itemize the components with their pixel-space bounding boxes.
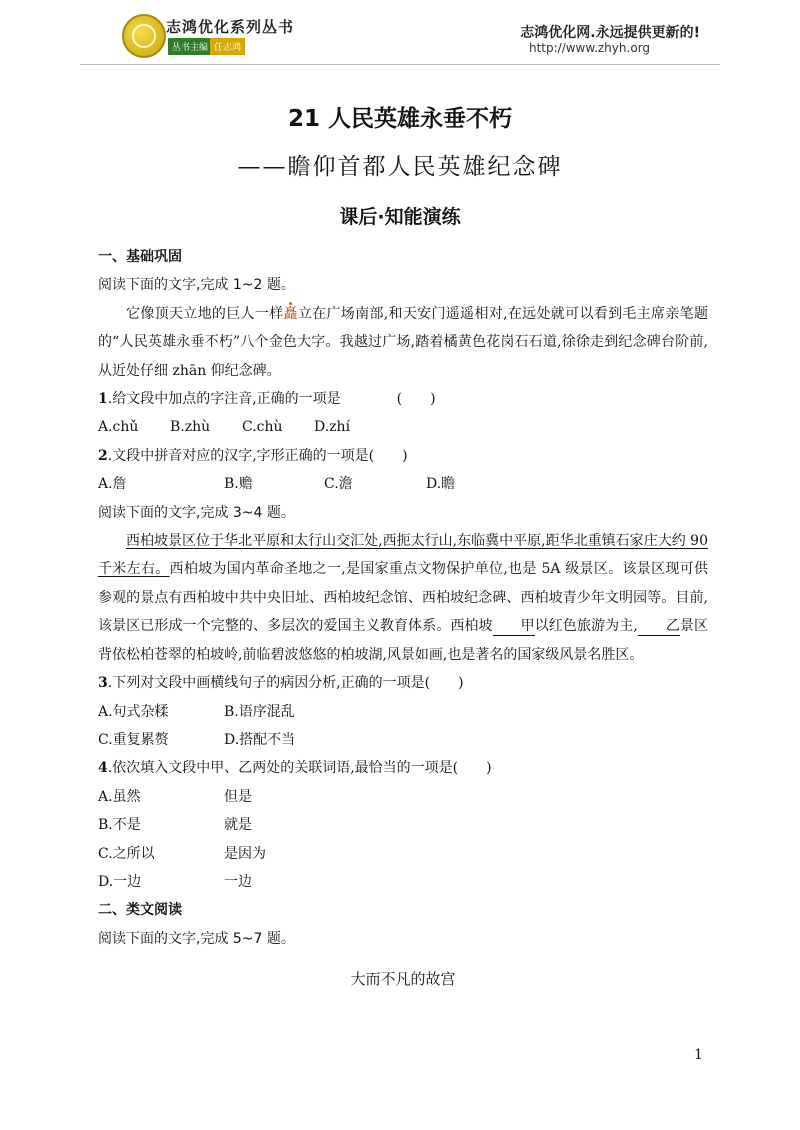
q4-option-a[interactable]: A.虽然 但是 [98, 788, 252, 805]
section-title: 课后·知能演练 [339, 206, 461, 228]
q3-option-c[interactable]: C.重复累赘 [98, 731, 169, 748]
question-1-options [98, 413, 708, 441]
reading-instruction-1: 阅读下面的文字,完成 1~2 题。 [98, 277, 295, 294]
q2-option-c[interactable]: C.澹 [324, 476, 353, 493]
question-3-options-row1 [98, 698, 708, 726]
q1-option-a[interactable]: A.chǔ [98, 419, 139, 436]
page-number: 1 [694, 1047, 703, 1063]
question-2: 2.文段中拼音对应的汉字,字形正确的一项是( ) [98, 447, 408, 464]
worksheet-content [98, 243, 708, 994]
q2-option-d[interactable]: D.瞻 [426, 476, 456, 493]
dotted-character: 矗 [283, 305, 298, 322]
q1-option-d[interactable]: D.zhí [314, 419, 351, 436]
q1-option-c[interactable]: C.chù [242, 419, 283, 436]
blank-yi: 乙 [638, 617, 680, 636]
question-1: 1.给文段中加点的字注音,正确的一项是 ( ) [98, 391, 436, 408]
series-logo-icon [122, 14, 166, 58]
page-header [0, 0, 800, 68]
q4-option-c[interactable]: C.之所以 是因为 [98, 845, 266, 862]
header-url[interactable]: http://www.zhyh.org [528, 41, 650, 55]
series-name: 志鸿优化系列丛书 [166, 18, 295, 36]
q2-option-a[interactable]: A.詹 [98, 476, 127, 493]
q4-option-b[interactable]: B.不是 就是 [98, 817, 252, 834]
blank-jia: 甲 [493, 617, 535, 636]
q3-option-d[interactable]: D.搭配不当 [224, 731, 296, 748]
reading-instruction-2: 阅读下面的文字,完成 3~4 题。 [98, 504, 295, 521]
editor-name-badge: 任志鸿 [210, 38, 245, 55]
lesson-subtitle: ——瞻仰首都人民英雄纪念碑 [237, 154, 563, 180]
reading-instruction-3: 阅读下面的文字,完成 5~7 题。 [98, 930, 295, 947]
header-divider [80, 64, 720, 65]
passage-1: 它像顶天立地的巨人一样矗立在广场南部,和天安门遥遥相对,在远处就可以看到毛主席亲笔题的“人民英雄永垂不朽”八个金色大字。我越过广场,踏着橘黄色花岗石石道,徐徐走到纪念碑台阶前,从近处仔细 zhān 仰纪念碑。 [98, 305, 709, 379]
passage-3-title: 大而不凡的故宫 [350, 970, 456, 989]
question-4: 4.依次填入文段中甲、乙两处的关联词语,最恰当的一项是( ) [98, 760, 492, 777]
q3-option-a[interactable]: A.句式杂糅 [98, 703, 169, 720]
header-slogan: 志鸿优化网.永远提供更新的! [520, 25, 700, 41]
q2-option-b[interactable]: B.赡 [224, 476, 253, 493]
underlined-sentence: 西柏坡景区位于华北平原和太行山交汇处,西扼太行山,东临冀中平原,距华北重镇石家庄大约 90 千米左右。 [98, 533, 708, 578]
question-3: 3.下列对文段中画横线句子的病因分析,正确的一项是( ) [98, 675, 464, 692]
lesson-title: 21 人民英雄永垂不朽 [287, 106, 512, 132]
part2-heading: 二、类文阅读 [98, 902, 182, 919]
passage-2: 西柏坡景区位于华北平原和太行山交汇处,西扼太行山,东临冀中平原,距华北重镇石家庄大约 90 千米左右。西柏坡为国内革命圣地之一,是国家重点文物保护单位,也是 5A 级景区。该景区现可供参观的景点有西柏坡中共中央旧址、西柏坡纪念馆、西柏坡纪念碑、西柏坡青少年文明园等。目前,该景区已形成一个完整的、多层次的爱国主义教育体系。西柏坡 甲以红色旅游为主, 乙景区背依松柏苍翠的柏坡岭,前临碧波悠悠的柏坡湖,风景如画,也是著名的国家级风景名胜区。 [98, 533, 709, 663]
part1-heading: 一、基础巩固 [98, 249, 182, 265]
question-2-options [98, 470, 708, 498]
q1-option-b[interactable]: B.zhù [170, 419, 211, 436]
editor-badge: 丛书主编 [168, 38, 212, 55]
q3-option-b[interactable]: B.语序混乱 [224, 703, 295, 720]
q4-option-d[interactable]: D.一边 一边 [98, 873, 252, 890]
question-3-options-row2 [98, 726, 708, 754]
